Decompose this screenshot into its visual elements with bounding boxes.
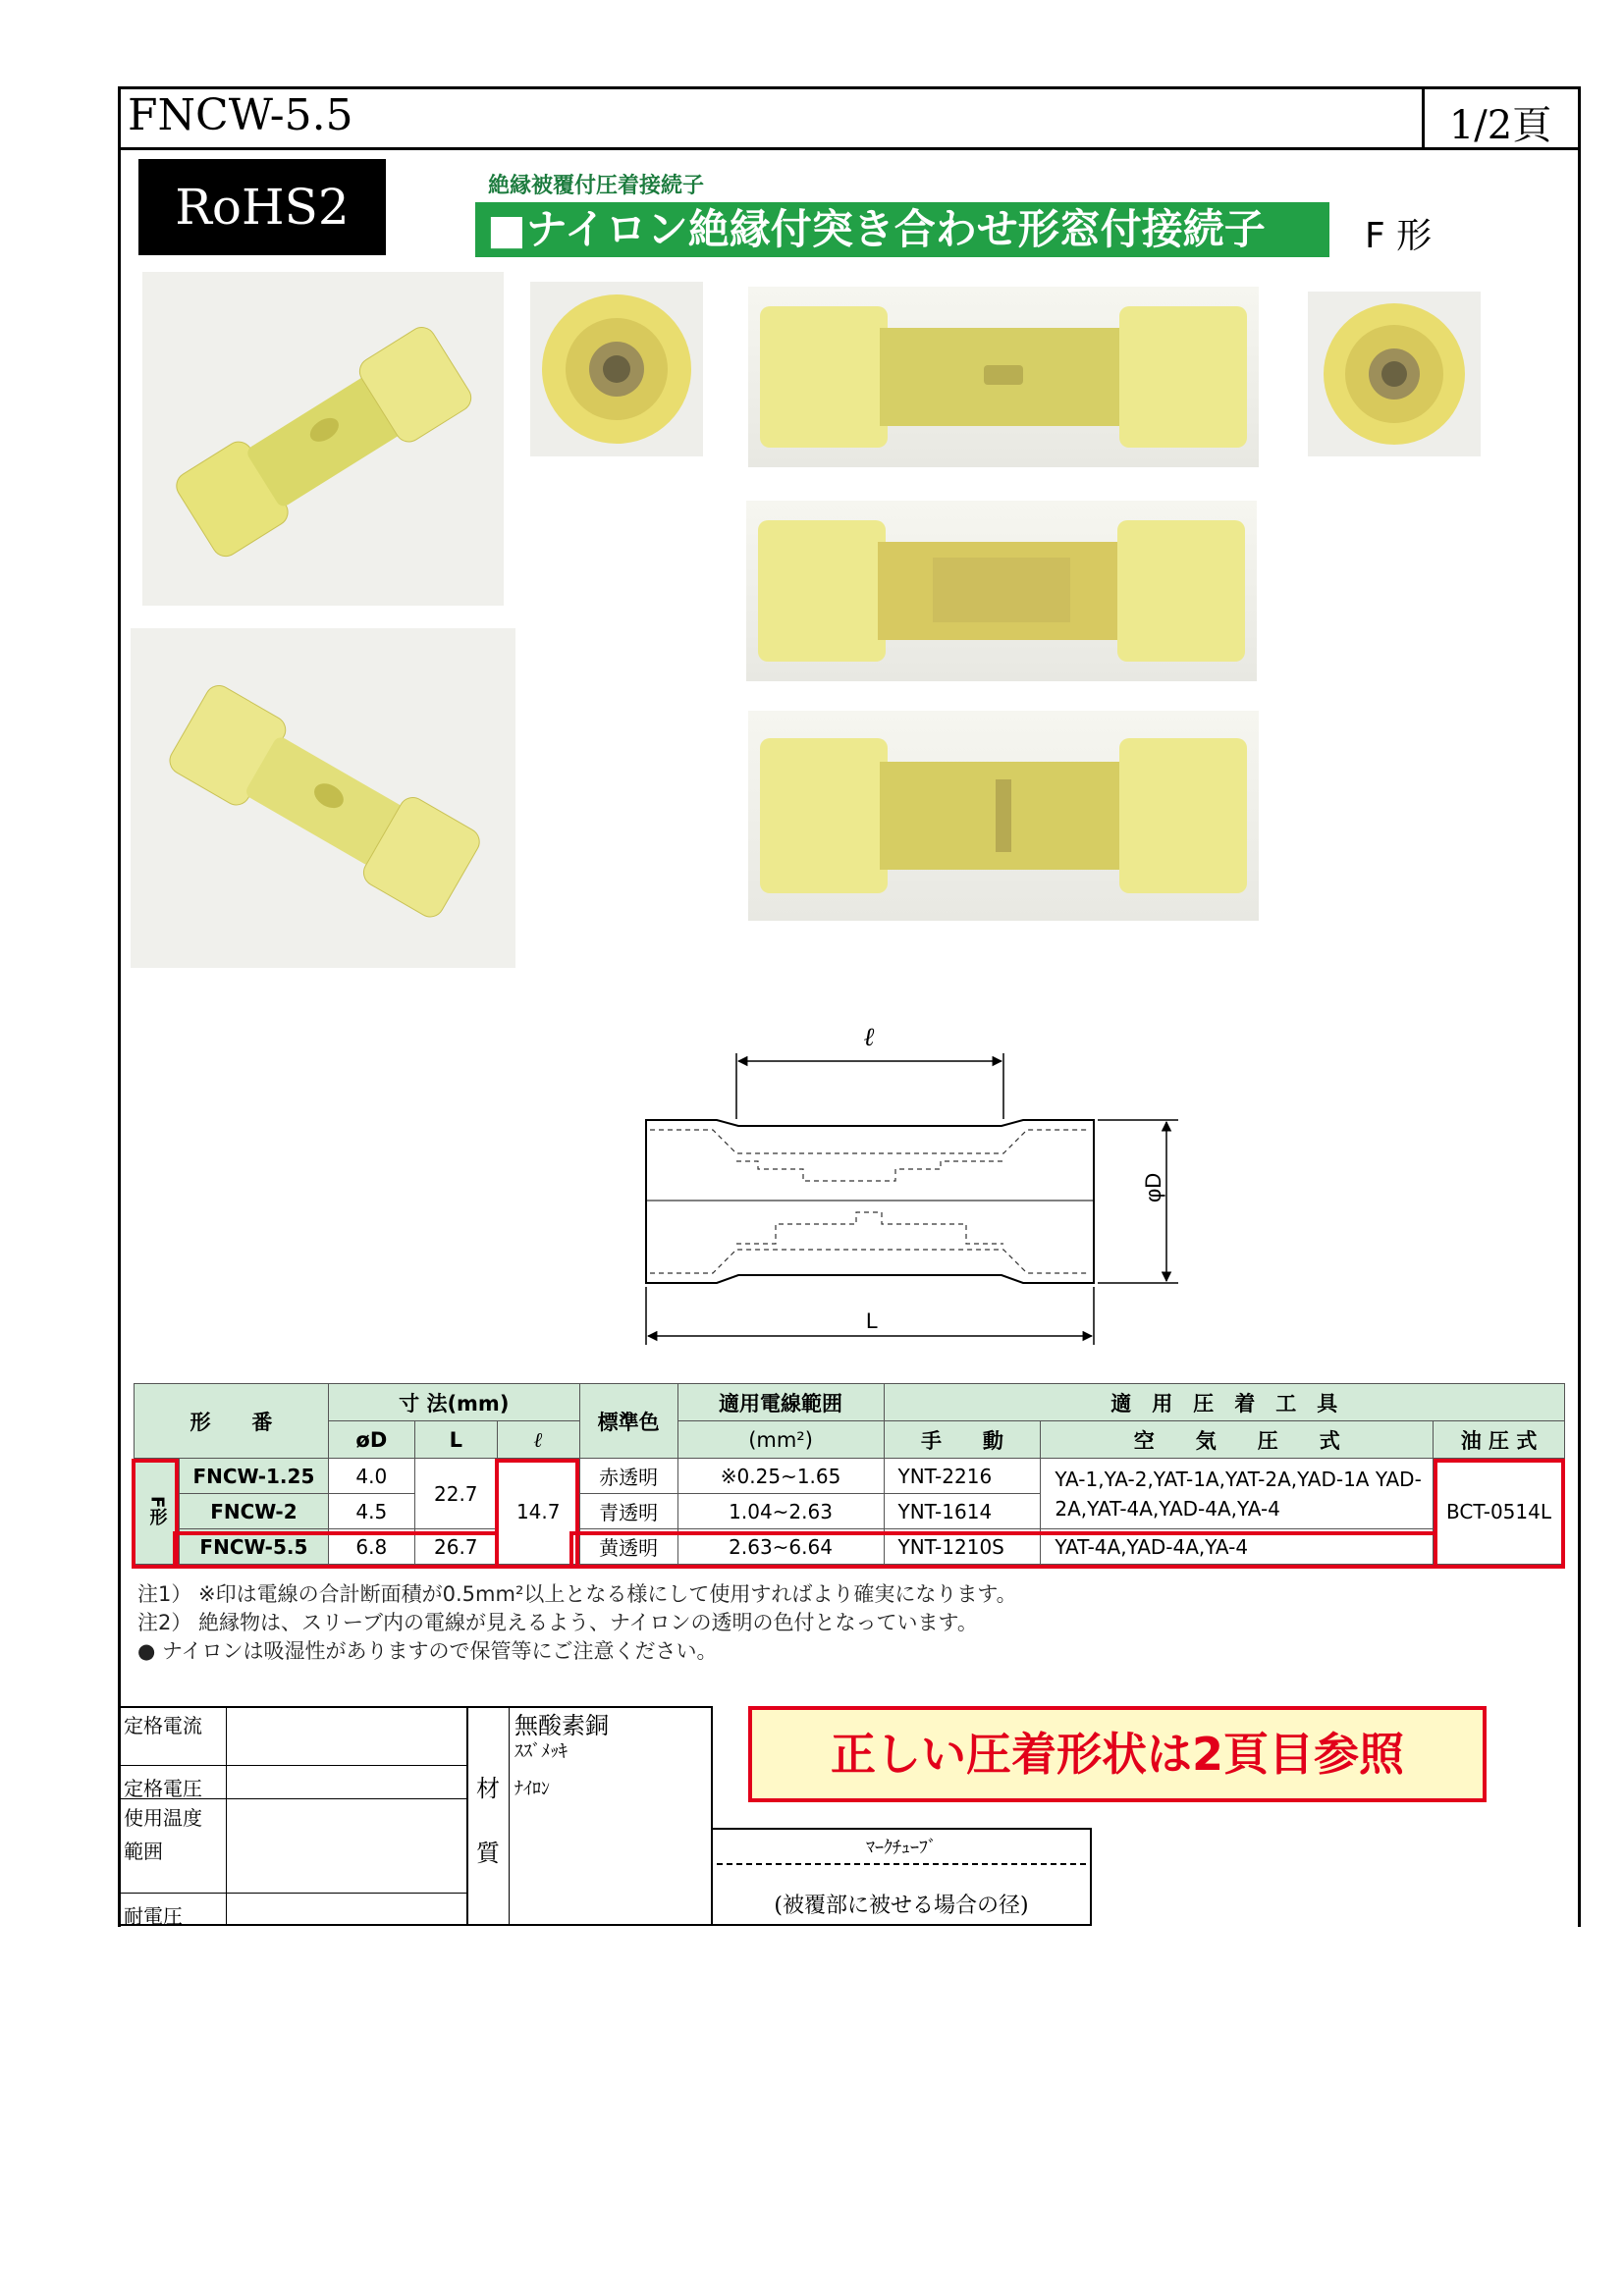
label-temp-range-1: 使用温度 — [124, 1806, 202, 1830]
photo-angle-2 — [131, 628, 515, 968]
l-cell: 26.7 — [414, 1529, 497, 1565]
form-cell: F形 — [135, 1459, 180, 1565]
note-2: 注2） 絶縁物は、スリーブ内の電線が見えるよう、ナイロンの透明の色付となっています。 — [137, 1611, 978, 1634]
photo-end-view-2 — [1308, 292, 1481, 456]
photo-side-1 — [748, 287, 1259, 467]
material-copper: 無酸素銅 — [514, 1712, 609, 1739]
pneumatic-cell: YAT-4A,YAD-4A,YA-4 — [1041, 1529, 1434, 1565]
label-rated-current: 定格電流 — [124, 1714, 202, 1737]
color-cell: 青透明 — [579, 1494, 677, 1529]
header-L: L — [414, 1421, 497, 1459]
page-number: 1/2頁 — [1448, 103, 1552, 148]
color-cell: 黄透明 — [579, 1529, 677, 1565]
label-temp-range-2: 範囲 — [124, 1840, 163, 1863]
model-cell: FNCW-5.5 — [179, 1529, 328, 1565]
color-cell: 赤透明 — [579, 1459, 677, 1494]
spec-grid — [118, 1706, 713, 1926]
header-l: ℓ — [497, 1421, 579, 1459]
wire-cell: 1.04~2.63 — [677, 1494, 884, 1529]
dimension-diagram — [628, 1006, 1198, 1360]
photo-end-view-1 — [530, 282, 703, 456]
pneumatic-cell: YA-1,YA-2,YAT-1A,YAT-2A,YAD-1A YAD-2A,YAT-4A,YAD-4A,YA-4 — [1041, 1459, 1434, 1529]
wire-cell: 2.63~6.64 — [677, 1529, 884, 1565]
product-code: FNCW-5.5 — [128, 90, 353, 140]
notes — [137, 1580, 1017, 1666]
label-withstand: 耐電圧 — [124, 1904, 183, 1928]
mark-tube-box — [713, 1828, 1092, 1926]
hydraulic-cell: BCT-0514L — [1434, 1459, 1565, 1565]
manual-cell: YNT-1210S — [884, 1529, 1041, 1565]
callout-see-page-2: 正しい圧着形状は2頁目参照 — [748, 1706, 1487, 1802]
label-material-2: 質 — [476, 1840, 500, 1867]
d-cell: 6.8 — [328, 1529, 414, 1565]
note-3: ● ナイロンは吸湿性がありますので保管等にご注意ください。 — [137, 1639, 718, 1663]
label-D: φD — [1141, 1172, 1165, 1202]
label-L: L — [866, 1308, 879, 1333]
manual-cell: YNT-2216 — [884, 1459, 1041, 1494]
mark-tube-label: ﾏｰｸﾁｭｰﾌﾞ — [866, 1838, 937, 1858]
header-tools: 適 用 圧 着 工 具 — [884, 1384, 1565, 1421]
photo-angle-1 — [142, 272, 504, 606]
mark-tube-note: (被覆部に被せる場合の径) — [774, 1894, 1029, 1918]
note-1: 注1） ※印は電線の合計断面積が0.5mm²以上となる様にして使用すればより確実になります。 — [137, 1582, 1017, 1606]
header-divider — [1422, 86, 1425, 147]
header-hydraulic: 油 圧 式 — [1434, 1421, 1565, 1459]
product-title: ■ナイロン絶縁付突き合わせ形窓付接続子 — [475, 202, 1329, 257]
label-material-1: 材 — [476, 1775, 500, 1802]
table-row — [135, 1459, 1565, 1494]
header-model: 形 番 — [135, 1384, 329, 1459]
d-cell: 4.5 — [328, 1494, 414, 1529]
wire-cell: ※0.25~1.65 — [677, 1459, 884, 1494]
model-cell: FNCW-1.25 — [179, 1459, 328, 1494]
label-rated-voltage: 定格電圧 — [124, 1777, 202, 1800]
header-wire-unit: (mm²) — [677, 1421, 884, 1459]
highlight-row-5-5 — [173, 1531, 499, 1569]
l-shared-cell: 22.7 — [414, 1459, 497, 1529]
manual-cell: YNT-1614 — [884, 1494, 1041, 1529]
product-subtitle: 絶縁被覆付圧着接続子 — [488, 174, 705, 198]
header-wire-range: 適用電線範囲 — [677, 1384, 884, 1421]
rohs-badge: RoHS2 — [138, 159, 386, 255]
header-manual: 手 動 — [884, 1421, 1041, 1459]
photo-side-2 — [746, 501, 1257, 681]
highlight-hydraulic — [1434, 1459, 1565, 1569]
highlight-form — [132, 1459, 179, 1569]
highlight-ell — [495, 1459, 579, 1569]
label-l: ℓ — [864, 1023, 876, 1052]
model-cell: FNCW-2 — [179, 1494, 328, 1529]
header-dimensions: 寸 法(mm) — [328, 1384, 579, 1421]
header-D: øD — [328, 1421, 414, 1459]
material-plating: ｽｽﾞﾒｯｷ — [514, 1741, 568, 1762]
ell-shared-cell: 14.7 — [497, 1459, 579, 1565]
form-label: F 形 — [1365, 216, 1433, 256]
material-nylon: ﾅｲﾛﾝ — [514, 1779, 550, 1799]
header-pneumatic: 空 気 圧 式 — [1041, 1421, 1434, 1459]
header-color: 標準色 — [579, 1384, 677, 1459]
highlight-row-5-5-right — [569, 1531, 1437, 1569]
d-cell: 4.0 — [328, 1459, 414, 1494]
photo-side-3 — [748, 711, 1259, 921]
